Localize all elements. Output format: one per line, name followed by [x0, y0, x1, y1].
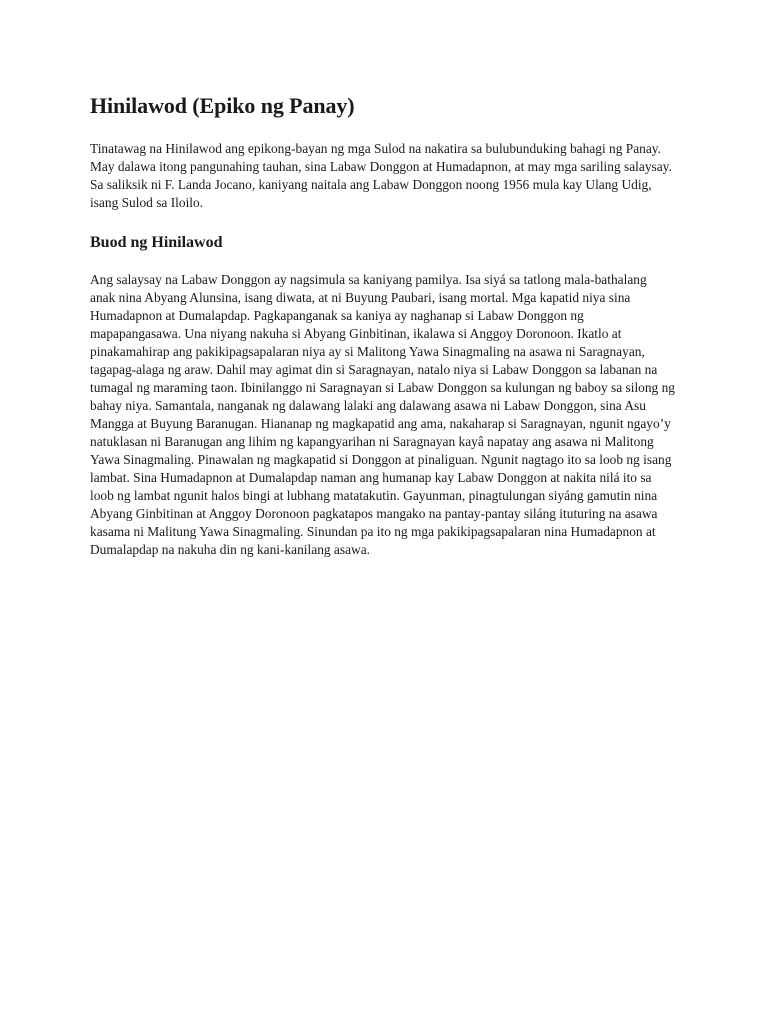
document-page [90, 92, 675, 559]
document-title: Hinilawod (Epiko ng Panay) [90, 93, 355, 118]
summary-paragraph: Ang salaysay na Labaw Donggon ay nagsimula sa kaniyang pamilya. Isa siyá sa tatlong mala-bathalang anak nina Abyang Alunsina, isang diwata, at ni Buyung Paubari, isang mortal. Mga kapatid niya sina Humadapnon at Dumalapdap. Pagkapanganak sa kaniya ay naghanap si Labaw Donggon ng mapapangasawa. Una niyang nakuha si Abyang Ginbitinan, ikalawa si Anggoy Doronoon. Ikatlo at pinakamahirap ang pakikipagsapalaran niya ay si Malitong Yawa Sinagmaling na asawa ni Saragnayan, tagapag-alaga ng araw. Dahil may agimat din si Saragnayan, natalo niya si Labaw Donggon sa labanan na tumagal ng maraming taon. Ibinilanggo ni Saragnayan si Labaw Donggon sa kulungan ng baboy sa silong ng bahay niya. Samantala, nanganak ng dalawang lalaki ang dalawang asawa ni Labaw Donggon, sina Asu Mangga at Buyung Baranugan. Hiananap ng magkapatid ang ama, nakaharap si Saragnayan, ngunit ngayo’y natuklasan ni Baranugan ang lihim ng kapangyarihan ni Saragnayan kayâ napatay ang asawa ni Malitong Yawa Sinagmaling. Pinawalan ng magkapatid si Donggon at pinaliguan. Ngunit nagtago ito sa loob ng isang lambat. Sina Humadapnon at Dumalapdap naman ang humanap kay Labaw Donggon at nakita nilá ito sa loob ng lambat ngunit halos bingi at lubhang matatakutin. Gayunman, pinagtulungan siyáng gamutin nina Abyang Ginbitinan at Anggoy Doronoon pagkatapos mangako na pantay-pantay siláng ituturing na asawa kasama ni Malitung Yawa Sinagmaling. Sinundan pa ito ng mga pakikipagsapalaran nina Humadapnon at Dumalapdap na nakuha din ng kani-kanilang asawa. [90, 272, 675, 557]
section-heading: Buod ng Hinilawod [90, 234, 223, 251]
intro-paragraph: Tinatawag na Hinilawod ang epikong-bayan ng mga Sulod na nakatira sa bulubunduking bahagi ng Panay. May dalawa itong pangunahing tauhan, sina Labaw Donggon at Humadapnon, at may mga sariling salaysay. Sa saliksik ni F. Landa Jocano, kaniyang naitala ang Labaw Donggon noong 1956 mula kay Ulang Udig, isang Sulod sa Iloilo. [90, 141, 672, 210]
